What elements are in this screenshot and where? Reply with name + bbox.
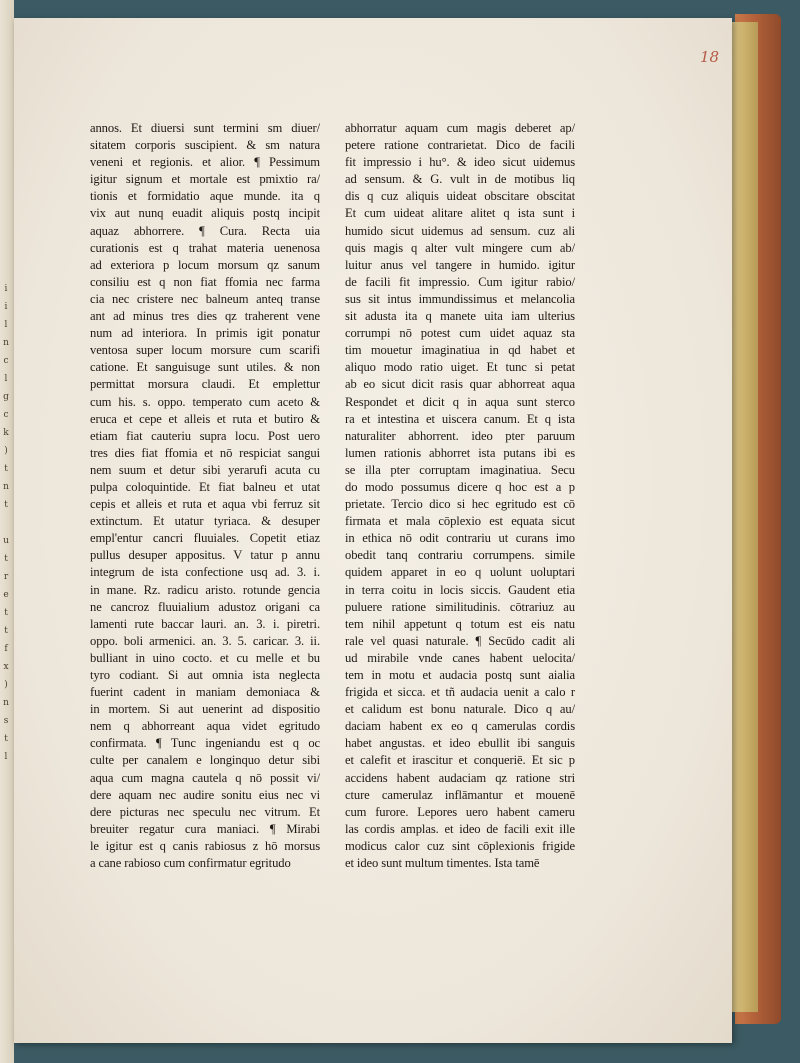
left-column-line: dere picturas nec speculu nec vitrum. Et bbox=[90, 804, 320, 819]
left-column-line: nem q abhorreant aqua videt egritudo bbox=[90, 719, 320, 734]
right-column-line: fit impressio i hu°. & ideo sicut uidemus bbox=[345, 155, 575, 170]
left-column-line: ventosa super locum morsure cum scarifi bbox=[90, 343, 320, 358]
left-column-line: breuiter regatur cura maniaci. ¶ Mirabi bbox=[90, 821, 320, 836]
right-column-line: puluere ratione similitudinis. cōtrariuz au bbox=[345, 599, 575, 614]
right-column-line: frigida et sicca. et tñ audacia uenit a calo r bbox=[345, 685, 575, 700]
left-column-line: extinctum. Et utatur tyriaca. & desuper bbox=[90, 514, 320, 529]
left-text-column bbox=[90, 120, 320, 872]
left-column-line: tionis et formidatio aque munde. ita q bbox=[90, 189, 320, 204]
right-column-line: corrumpi nō potest cum uidet aquaz sta bbox=[345, 326, 575, 341]
left-column-line: eruca et cepe et alleis et ruta et butiro & bbox=[90, 411, 320, 426]
right-column-line: et calidum est bonu naturale. Dico q au/ bbox=[345, 702, 575, 717]
left-column-line: curationis est q trahat materia uenenosa bbox=[90, 240, 320, 255]
left-column-line: nem suum et detur sibi yerarufi acuta cu bbox=[90, 462, 320, 477]
right-column-line: modicus calor cuz sint cōplexionis frigide bbox=[345, 838, 575, 853]
right-column-line: firmata et mala cōplexio est equata sicut bbox=[345, 514, 575, 529]
left-column-line: culte per canalem e longinquo detur sibi bbox=[90, 753, 320, 768]
right-column-line: habet angustas. et ideo ebullit ibi sanguis bbox=[345, 736, 575, 751]
left-column-line: cepis et alleis et ruta et aqua vbi ferruz sit bbox=[90, 497, 320, 512]
right-column-line: aliquo modo ratio uiget. Et tunc si petat bbox=[345, 360, 575, 375]
right-column-line: humido sicut uidemus ad sensum. cuz ali bbox=[345, 223, 575, 238]
left-column-line: pullus desuper appositus. V tatur p annu bbox=[90, 548, 320, 563]
right-column-line: accidens habent audaciam qz ratione stri bbox=[345, 770, 575, 785]
right-column-line: luitur anus vel tangere in humido. igitur bbox=[345, 257, 575, 272]
left-column-line: fuerint cadent in maniam demoniaca & bbox=[90, 685, 320, 700]
left-column-line: tyro codiant. Si aut omnia ista neglecta bbox=[90, 668, 320, 682]
right-text-column bbox=[345, 120, 575, 872]
right-column-line: naturaliter abhorrent. ideo pter paruum bbox=[345, 428, 575, 443]
right-column-line: sus sit intus immundissimus et melancolia bbox=[345, 291, 575, 306]
right-column-line: obedit tanq contrariu corrumpens. simile bbox=[345, 548, 575, 563]
right-column-line: prietate. Tercio dico si hec egritudo est cō bbox=[345, 497, 575, 512]
right-column-line: et ideo sunt multum timentes. Ista tamē bbox=[345, 856, 540, 871]
left-column-line: sitatem corporis suscipient. & sm natura bbox=[90, 138, 320, 153]
left-column-line: empl'entur cancri fluuiales. Copetit etiaz bbox=[90, 531, 320, 546]
left-column-line: aquaz abhorrere. ¶ Cura. Recta uia bbox=[90, 223, 320, 238]
left-column-line: oppo. boli armenici. an. 3. 5. caricar. 3. ii. bbox=[90, 633, 320, 648]
right-column-line: se illa pter corruptam imaginatiua. Secu bbox=[345, 462, 575, 477]
left-column-line: veneni et regionis. et alior. ¶ Pessimum bbox=[90, 155, 320, 170]
right-column-line: Et cum uideat alitare alitet q ista sunt i bbox=[345, 206, 575, 221]
facing-page-margin-marks: i i l n c l g c k ) t n t u t r e t t f x ) n s t l bbox=[3, 284, 9, 762]
right-column-line: ra et intestina et uiscera canum. Et q ista bbox=[345, 411, 575, 426]
right-column-line: in ethica nō odit contrariu ut curans imo bbox=[345, 531, 575, 546]
right-column-line: ab eo sicut dicit rasis quar abhorreat aqua bbox=[345, 377, 575, 392]
left-column-line: etiam fiat cauteriu supra locu. Post uero bbox=[90, 428, 320, 443]
right-column-line: cum furore. Lepores uero habent cameru bbox=[345, 804, 575, 819]
left-column-line: annos. Et diuersi sunt termini sm diuer/ bbox=[90, 121, 320, 135]
right-column-line: in terra coitu in locis siccis. Gaudent etia bbox=[345, 582, 575, 597]
left-column-line: consiliu est q non fiat ffomia nec farma bbox=[90, 274, 320, 289]
right-column-line: ad sensum. & G. vult in de motibus liq bbox=[345, 172, 575, 187]
right-column-line: Respondet et dicit q in aqua sunt sterco bbox=[345, 394, 575, 409]
left-column-line: in mane. Rz. radicu aristo. rotunde gencia bbox=[90, 582, 320, 597]
left-column-line: in mortem. Si aut uenerint ad dispositio bbox=[90, 702, 320, 717]
left-column-line: dere aquam nec audire sonitu eius nec vi bbox=[90, 787, 320, 802]
right-column-line: lumen rationis abhorret ista putans ibi es bbox=[345, 445, 575, 460]
left-column-line: integrum de ista confectione usq ad. 3. i. bbox=[90, 565, 320, 580]
gilt-page-edges bbox=[728, 22, 758, 1012]
right-column-line: sit adusta ita q manete uita iam ulterius bbox=[345, 309, 575, 324]
left-column-line: ne cancroz fluuialium adustoz origani ca bbox=[90, 599, 320, 614]
left-column-line: permittat morsura claudi. Et emplettur bbox=[90, 377, 320, 392]
right-column-line: daciam habent ex eo q camerulas cordis bbox=[345, 719, 575, 734]
left-column-line: a cane rabioso cum confirmatur egritudo bbox=[90, 856, 291, 871]
left-column-line: ad exteriora p locum morsum qz sanum bbox=[90, 257, 320, 272]
right-column-line: et calefit et irascitur et conqueriē. Et sic p bbox=[345, 753, 575, 768]
left-column-line: lamenti rute baccar lauri. an. 3. i. piretri. bbox=[90, 616, 320, 631]
left-column-line: vix aut nunq euadit aliquis postq incipit bbox=[90, 206, 320, 221]
right-column-line: dis q cuz aliquis uideat obscitare obscitat bbox=[345, 189, 575, 204]
left-column-line: ant ad minus tres dies qz traherent vene bbox=[90, 309, 320, 324]
left-column-line: le igitur est q canis rabiosus z hō morsus bbox=[90, 838, 320, 853]
left-column-line: confirmata. ¶ Tunc ingeniandu est q oc bbox=[90, 736, 320, 751]
right-column-line: petere ratione contrarietat. Dico de facili bbox=[345, 138, 575, 153]
right-column-line: abhorratur aquam cum magis deberet ap/ bbox=[345, 121, 575, 135]
right-column-line: de facili fit impressio. Cum igitur rabio/ bbox=[345, 274, 575, 289]
left-column-line: catione. Et sanguisuge sunt utiles. & non bbox=[90, 360, 320, 375]
left-column-line: bulliant in uino cocto. et cu melle et bu bbox=[90, 650, 320, 665]
right-column-line: tim mouetur imaginatiua in qd habet et bbox=[345, 343, 575, 358]
right-column-line: cture camerulaz inflāmantur et mouenē bbox=[345, 787, 575, 802]
right-column-line: quis magis q alter vult mingere cum ab/ bbox=[345, 240, 575, 255]
left-column-line: igitur signum et mortale est pmixtio ra/ bbox=[90, 172, 320, 187]
left-column-line: num ad interiora. In primis igit ponatur bbox=[90, 326, 320, 341]
left-column-line: aqua cum magna cautela q nō possit vi/ bbox=[90, 770, 320, 785]
left-column-line: cia nec cristere nec balneum anteq transe bbox=[90, 291, 320, 306]
left-column-line: cum his. s. oppo. temperato cum aceto & bbox=[90, 394, 320, 409]
left-column-line: tres dies fiat ffomia et nō respiciat sangui bbox=[90, 445, 320, 460]
right-column-line: do modo possumus dicere q hoc est a p bbox=[345, 479, 575, 494]
facing-page-edge bbox=[0, 0, 14, 1063]
right-column-line: tem in motu et audacia postq sunt aialia bbox=[345, 668, 575, 682]
left-column-line: pulpa coloquintide. Et fiat balneu et utat bbox=[90, 479, 320, 494]
right-column-line: rale vel quasi naturale. ¶ Secūdo cadit ali bbox=[345, 633, 575, 648]
right-column-line: ud mirabile vnde canes habent uelocita/ bbox=[345, 650, 575, 665]
right-column-line: tem nihil appetunt q totum est eis natu bbox=[345, 616, 575, 631]
right-column-line: las cordis amplas. et ideo de facili exit ille bbox=[345, 821, 575, 836]
folio-number: 18 bbox=[700, 48, 720, 66]
right-column-line: quidem apparet in eo q uolunt uoluptari bbox=[345, 565, 575, 580]
